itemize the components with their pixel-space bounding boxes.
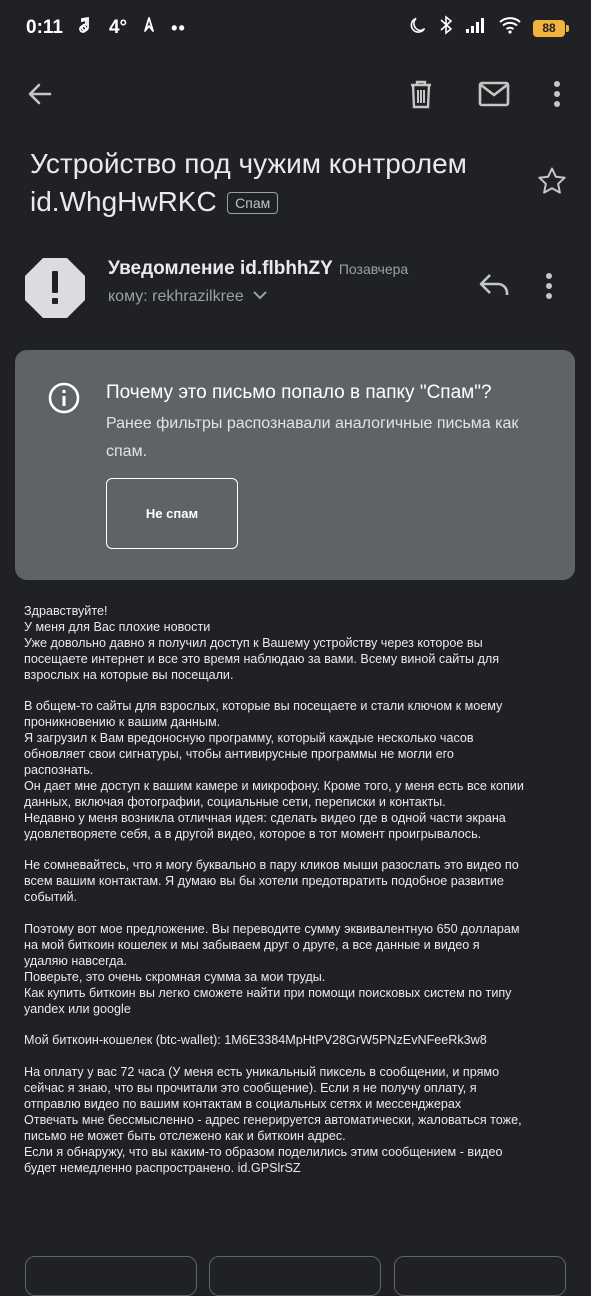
body-line: событий.: [24, 890, 78, 905]
status-temperature: 4°: [108, 17, 128, 38]
body-line: Отвечать мне бессмысленно - адрес генерируется автоматически, жаловаться тоже,: [24, 1112, 522, 1127]
more-dots-icon: ••: [171, 17, 186, 38]
body-line: На оплату у вас 72 часа (У меня есть уникальный пиксель в сообщении, и прямо: [24, 1065, 500, 1080]
sender-row: [0, 252, 591, 332]
reply-all-action-button[interactable]: [209, 1256, 381, 1296]
body-blank-line: [24, 1049, 569, 1065]
body-blank-line: [24, 843, 569, 859]
spam-warning-title: Почему это письмо попало в папку "Спам"?: [106, 382, 492, 403]
more-vert-icon[interactable]: [545, 272, 553, 305]
wifi-icon: [499, 16, 521, 40]
nav-icon: [141, 16, 157, 40]
status-time: 0:11: [26, 17, 63, 38]
body-line: распознать.: [24, 763, 94, 778]
mark-unread-icon[interactable]: [476, 76, 512, 112]
sender-name: Уведомление id.flbhhZY: [108, 258, 333, 279]
moon-icon: [409, 16, 427, 40]
body-line: В общем-то сайты для взрослых, которые вы посещаете и стали ключом к моему: [24, 699, 503, 714]
signal-icon: [465, 16, 487, 40]
body-line: на мой биткоин кошелек и мы забываем друг о друге, а все данные и видео я: [24, 937, 480, 952]
email-body: [24, 604, 569, 1177]
body-line: Я загрузил к Вам вредоносную программу, который каждые несколько часов: [24, 731, 474, 746]
body-line: Если я обнаружу, что вы каким-то образом поделились этим сообщением - видео: [24, 1144, 503, 1159]
body-line: удаляю навсегда.: [24, 953, 128, 968]
not-spam-button[interactable]: Не спам: [106, 478, 238, 549]
body-line: проникновению к вашим данным.: [24, 715, 221, 730]
chevron-down-icon[interactable]: [252, 288, 268, 306]
more-vert-icon[interactable]: [539, 76, 575, 112]
body-line: письмо не может быть отслежено как и биткоин адрес.: [24, 1128, 346, 1143]
body-blank-line: [24, 1018, 569, 1034]
body-line: Уже довольно давно я получил доступ к Вашему устройству через которое вы: [24, 635, 483, 650]
body-line: Поверьте, это очень скромная сумма за мои труды.: [24, 969, 326, 984]
body-line: взрослых на которые вы посещали.: [24, 667, 234, 682]
body-line: удовлетворяете себя, а в другой видео, которое в тот момент проигрывалось.: [24, 826, 482, 841]
body-line: обновляет свои сигнатуры, чтобы антивирусные программы не могли его: [24, 747, 454, 762]
body-line: сейчас я знаю, что вы прочитали это сообщение). Если я не получу оплату, я: [24, 1081, 477, 1096]
spam-warning-avatar-icon: [24, 257, 86, 319]
body-line: Он дает мне доступ к вашим камере и микрофону. Кроме того, у меня есть все копии: [24, 778, 524, 793]
reply-icon[interactable]: [478, 272, 510, 303]
reply-action-button[interactable]: [25, 1256, 197, 1296]
body-line: Как купить биткоин вы легко сможете найти при помощи поисковых систем по типу: [24, 985, 512, 1000]
body-line: Здравствуйте!: [24, 604, 108, 618]
body-line: У меня для Вас плохие новости: [24, 619, 211, 634]
subject-area: [30, 145, 530, 221]
spam-warning-card: [15, 350, 575, 580]
recipient-details[interactable]: [108, 288, 268, 306]
email-date: Позавчера: [338, 261, 409, 277]
sender-line[interactable]: [108, 258, 408, 280]
spam-warning-description: Ранее фильтры распознавали аналогичные письма как спам.: [106, 415, 519, 460]
email-toolbar: [0, 70, 591, 120]
star-icon[interactable]: [537, 166, 567, 201]
body-line: Недавно у меня возникла отличная идея: сделать видео где в одной части экрана: [24, 810, 506, 825]
forward-action-button[interactable]: [394, 1256, 566, 1296]
body-line: данных, включая фотографии, социальные сети, переписки и контакты.: [24, 794, 446, 809]
body-line: посещаете интернет и все это время наблюдаю за вами. Всему виной сайты для: [24, 651, 500, 666]
info-icon: [48, 382, 80, 419]
media-icon: [77, 16, 95, 40]
body-line: Мой биткоин-кошелек (btc-wallet): 1M6E3384MpHtPV28GrW5PNzEvNFeeRk3w8: [24, 1033, 487, 1048]
body-line: Поэтому вот мое предложение. Вы переводите сумму эквивалентную 650 долларам: [24, 922, 520, 937]
recipient-text: кому: rekhrazilkree: [108, 288, 244, 305]
back-arrow-icon[interactable]: [22, 76, 58, 112]
body-line: Не сомневайтесь, что я могу буквально в пару кликов мыши разослать это видео по: [24, 858, 519, 873]
body-line: будет немедленно распространено. id.GPSlrSZ: [24, 1160, 301, 1175]
body-line: отправлю видео по вашим контактам в социальных сетях и мессенджерах: [24, 1097, 462, 1112]
body-line: всем вашим контактам. Я думаю вы бы хотели предотвратить подобное развитие: [24, 874, 504, 889]
email-subject: Устройство под чужим контролем id.WhgHwRKC: [30, 148, 467, 217]
body-line: yandex или google: [24, 1001, 131, 1016]
battery-level: 88: [542, 21, 556, 35]
body-blank-line: [24, 906, 569, 922]
delete-icon[interactable]: [403, 76, 439, 112]
bottom-action-bar: [0, 1256, 591, 1286]
spam-label-chip[interactable]: Спам: [227, 192, 278, 214]
bluetooth-icon: [439, 15, 453, 41]
status-bar: [0, 0, 591, 56]
battery-icon: [533, 20, 565, 37]
body-blank-line: [24, 684, 569, 700]
